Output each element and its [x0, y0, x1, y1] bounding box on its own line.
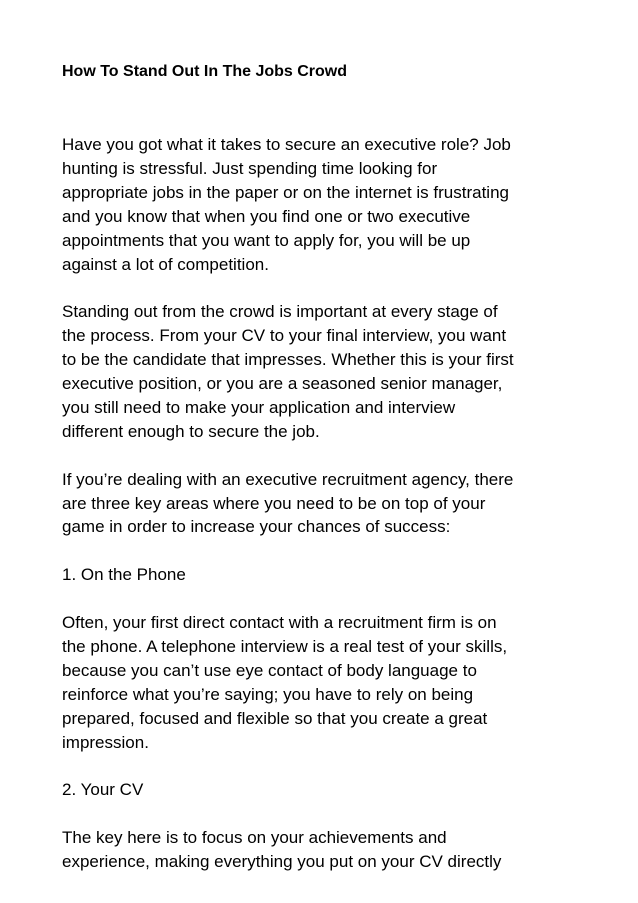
- section-heading: 2. Your CV: [62, 780, 144, 800]
- spacer: [62, 802, 582, 826]
- text-line: The key here is to focus on your achievements and: [62, 828, 447, 848]
- section-heading: 1. On the Phone: [62, 565, 186, 585]
- paragraph-agency: [62, 468, 582, 540]
- document-page: [62, 61, 582, 874]
- spacer: [62, 444, 582, 468]
- text-line: appointments that you want to apply for, you will be up: [62, 230, 471, 250]
- text-line: to be the candidate that impresses. Whether this is your first: [62, 350, 514, 370]
- text-line: the process. From your CV to your final interview, you want: [62, 326, 507, 346]
- text-line: reinforce what you’re saying; you have to rely on being: [62, 684, 474, 704]
- text-line: Standing out from the crowd is important at every stage of: [62, 302, 498, 322]
- paragraph-standing-out: [62, 300, 582, 443]
- text-line: appropriate jobs in the paper or on the internet is frustrating: [62, 182, 509, 202]
- text-line: impression.: [62, 732, 149, 752]
- text-line: executive position, or you are a seasoned senior manager,: [62, 374, 503, 394]
- text-line: because you can’t use eye contact of body language to: [62, 660, 477, 680]
- text-line: prepared, focused and flexible so that you create a great: [62, 708, 488, 728]
- text-line: If you’re dealing with an executive recruitment agency, there: [62, 469, 514, 489]
- text-line: different enough to secure the job.: [62, 421, 320, 441]
- text-line: game in order to increase your chances of success:: [62, 517, 451, 537]
- text-line: against a lot of competition.: [62, 254, 269, 274]
- text-line: are three key areas where you need to be on top of your: [62, 493, 486, 513]
- text-line: you still need to make your application and interview: [62, 397, 456, 417]
- text-line: experience, making everything you put on your CV directly: [62, 852, 502, 872]
- document-title: How To Stand Out In The Jobs Crowd: [62, 63, 348, 80]
- spacer: [62, 587, 582, 611]
- spacer: [62, 276, 582, 300]
- text-line: Have you got what it takes to secure an executive role? Job: [62, 135, 511, 154]
- paragraph-phone: [62, 611, 582, 754]
- section-heading-phone: [62, 563, 582, 587]
- spacer: [62, 83, 582, 133]
- text-line: and you know that when you find one or two executive: [62, 206, 471, 226]
- text-line: hunting is stressful. Just spending time looking for: [62, 158, 438, 178]
- spacer: [62, 539, 582, 563]
- paragraph-cv: [62, 826, 582, 874]
- text-line: Often, your first direct contact with a recruitment firm is on: [62, 613, 497, 633]
- text-line: the phone. A telephone interview is a real test of your skills,: [62, 636, 508, 656]
- paragraph-intro: [62, 133, 582, 276]
- section-heading-cv: [62, 778, 582, 802]
- spacer: [62, 755, 582, 779]
